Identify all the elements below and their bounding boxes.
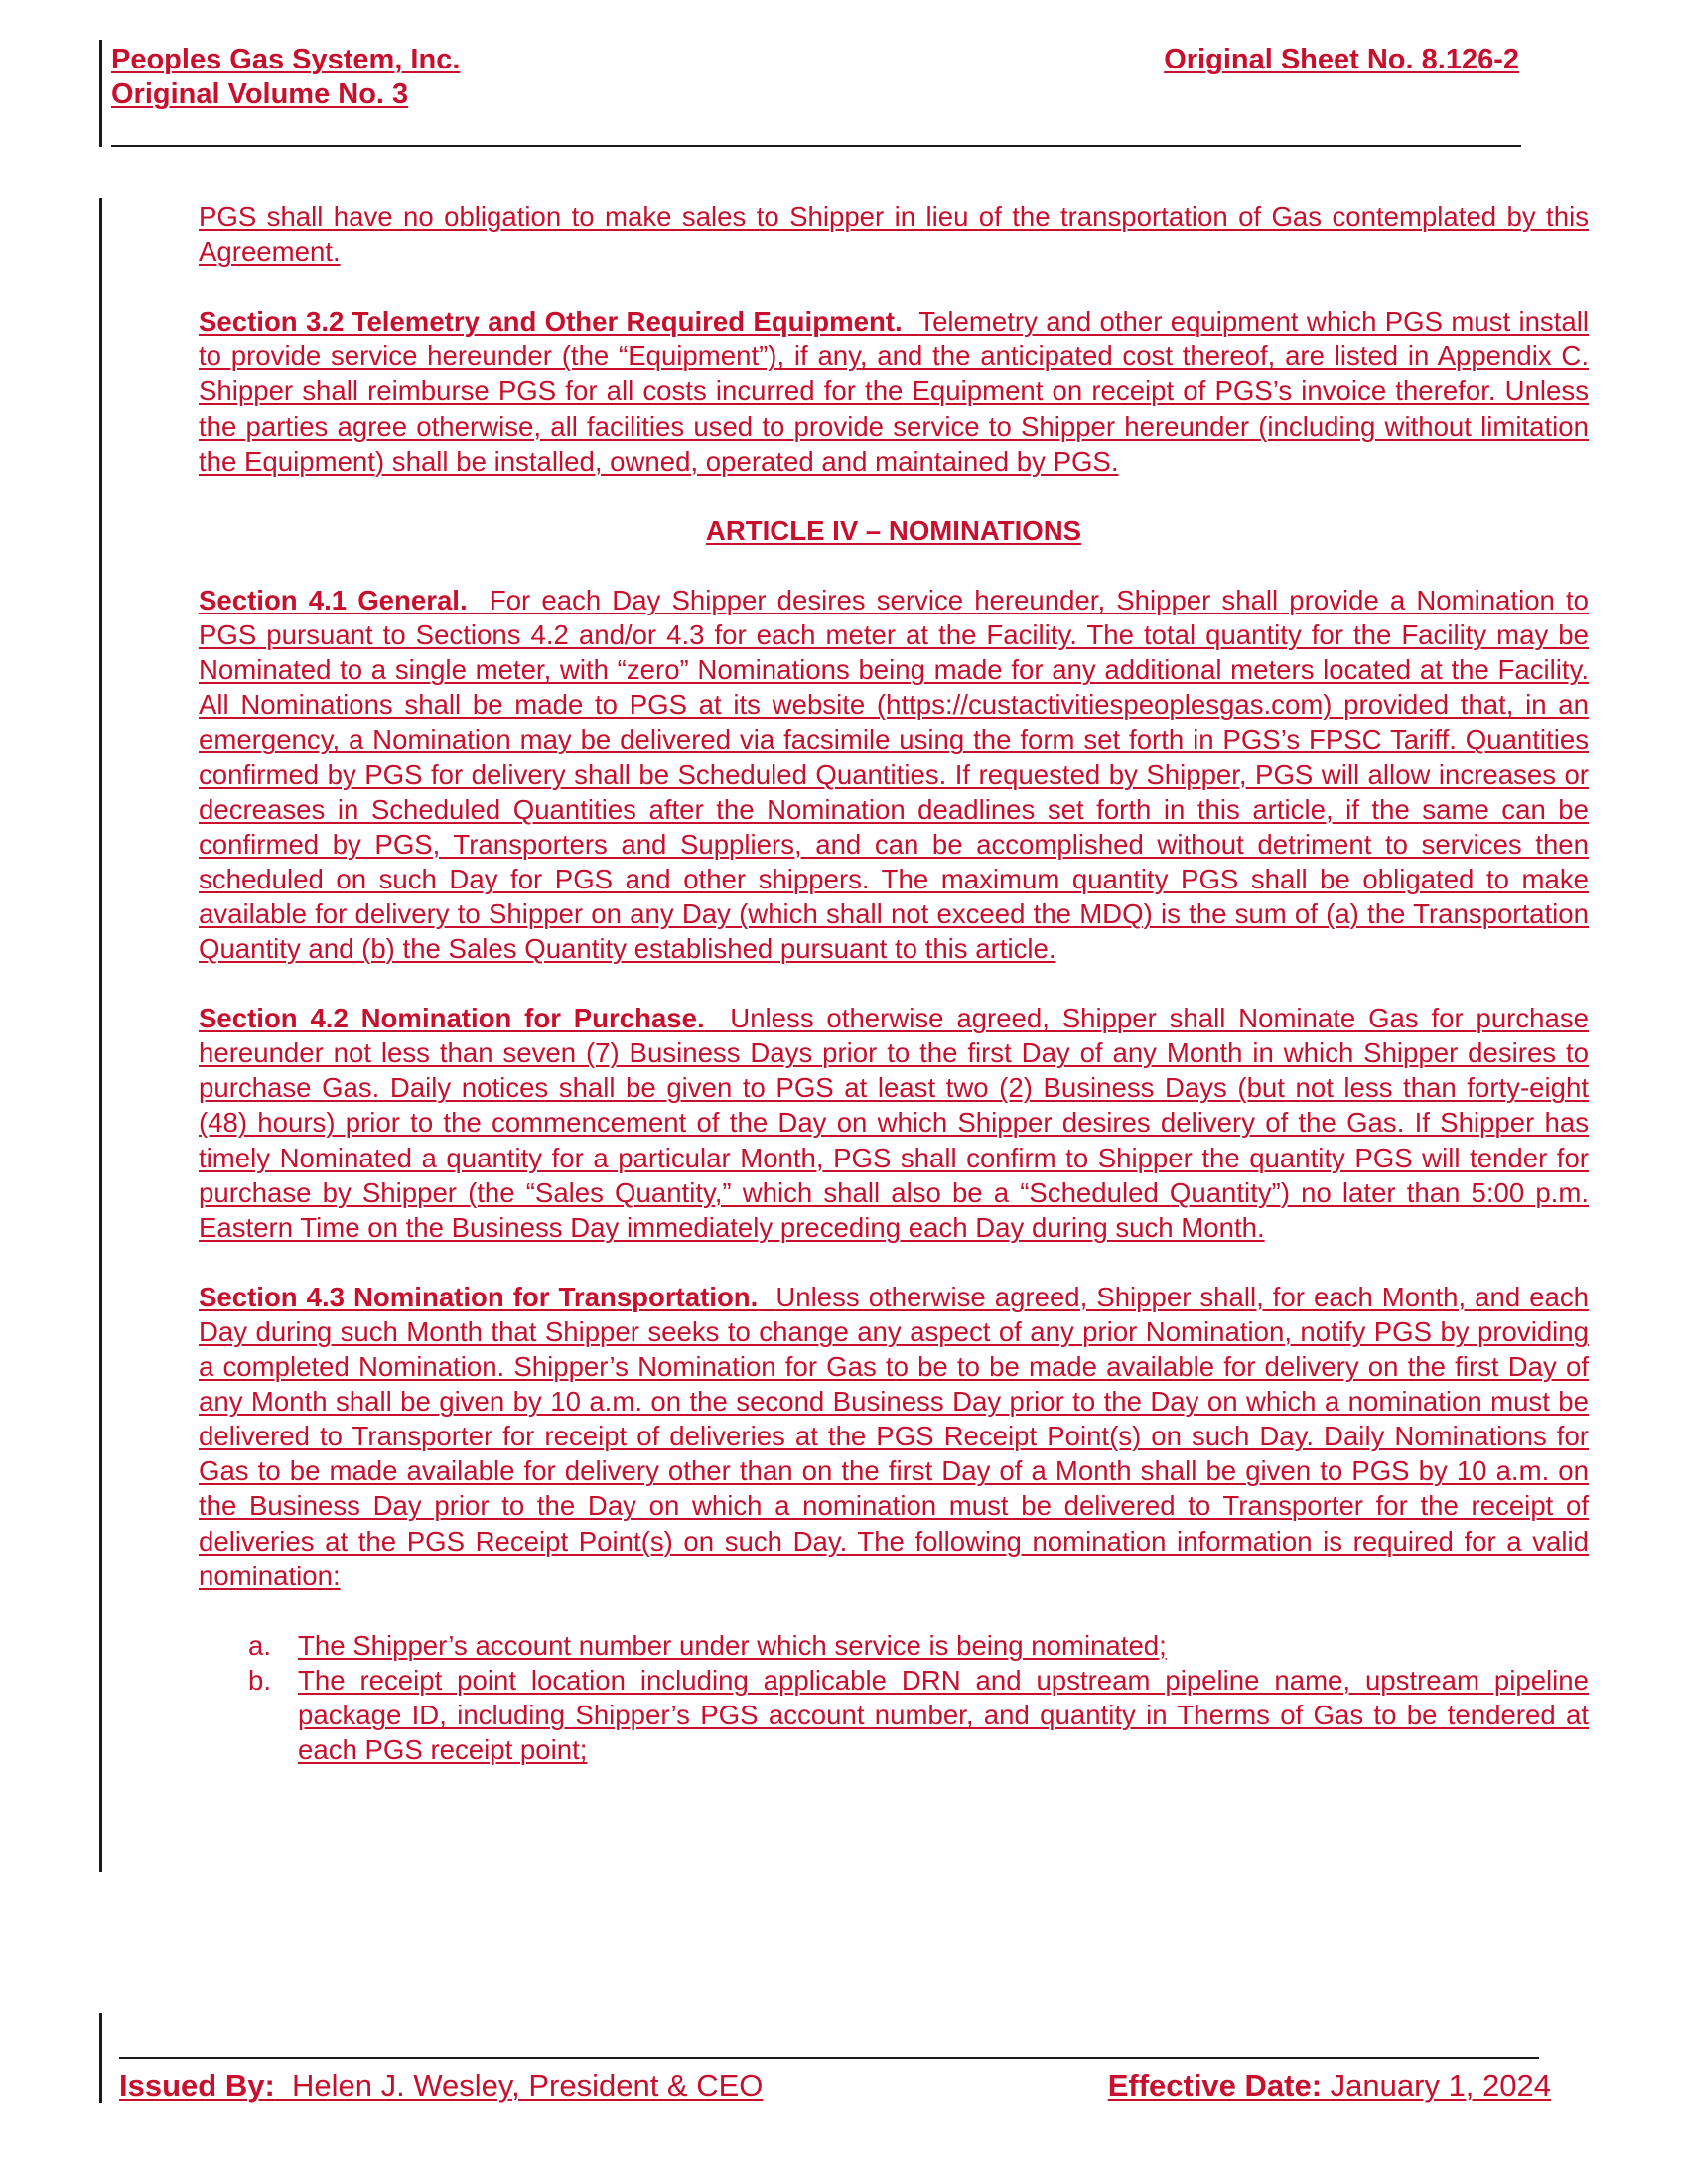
issued-by-label: Issued By: xyxy=(119,2068,275,2103)
list-item-text: The receipt point location including applicable DRN and upstream pipeline name, upstream pipeline package ID, including Shipper’s PGS account number, and quantity in Therms of Gas to be tendered at each PGS receipt point; xyxy=(298,1664,1589,1766)
volume-number: Original Volume No. 3 xyxy=(111,78,409,110)
section-4-3-title: Section 4.3 Nomination for Transportation. xyxy=(199,1281,759,1312)
list-item xyxy=(199,1663,1589,1767)
section-4-1 xyxy=(199,583,1589,966)
revision-bar-footer xyxy=(99,2013,102,2103)
section-3-2-title: Section 3.2 Telemetry and Other Required Equipment. xyxy=(199,306,903,338)
nomination-requirements-list xyxy=(199,1628,1589,1767)
section-4-1-text: For each Day Shipper desires service hereunder, Shipper shall provide a Nomination to PGS pursuant to Sections 4.2 and/or 4.3 for each meter at the Facility. The total quantity for the Facility may be Nominated to a single meter, with “zero” Nominations being made for any additional meters located at the Facility. All Nominations shall be made to PGS at its website (https://custactivitiespeoplesgas.com) provided that, in an emergency, a Nomination may be delivered via facsimile using the form set forth in PGS’s FPSC Tariff. Quantities confirmed by PGS for delivery shall be Scheduled Quantities. If requested by Shipper, PGS will allow increases or decreases in Scheduled Quantities after the Nomination deadlines set forth in this article, if the same can be confirmed by PGS, Transporters and Suppliers, and can be accomplished without detriment to services then scheduled on such Day for PGS and other shippers. The maximum quantity PGS shall be obligated to make available for delivery to Shipper on any Day (which shall not exceed the MDQ) is the sum of (a) the Transportation Quantity and (b) the Sales Quantity established pursuant to this article. xyxy=(199,585,1590,964)
header-divider xyxy=(111,145,1521,147)
intro-paragraph: PGS shall have no obligation to make sales to Shipper in lieu of the transportation of Gas contemplated by this Agreement. xyxy=(199,202,1589,268)
page-header xyxy=(111,44,1519,75)
sheet-number: Original Sheet No. 8.126-2 xyxy=(1164,44,1519,75)
section-4-3-text: Unless otherwise agreed, Shipper shall, for each Month, and each Day during such Month that Shipper seeks to change any aspect of any prior Nomination, notify PGS by providing a completed Nomination. Shipper’s Nomination for Gas to be to be made available for delivery on the first Day of any Month shall be given by 10 a.m. on the second Business Day prior to the Day on which a nomination must be delivered to Transporter for receipt of deliveries at the PGS Receipt Point(s) on such Day. Daily Nominations for Gas to be made available for delivery other than on the first Day of a Month shall be given to PGS by 10 a.m. on the Business Day prior to the Day on which a nomination must be delivered to Transporter for the receipt of deliveries at the PGS Receipt Point(s) on such Day. The following nomination information is required for a valid nomination: xyxy=(199,1281,1589,1591)
effective-date-value: January 1, 2024 xyxy=(1330,2068,1551,2103)
list-item xyxy=(199,1628,1589,1663)
effective-date xyxy=(1108,2068,1551,2104)
list-item-text: The Shipper’s account number under which service is being nominated; xyxy=(298,1629,1167,1661)
section-4-2-text: Unless otherwise agreed, Shipper shall Nominate Gas for purchase hereunder not less than seven (7) Business Days prior to the first Day of any Month in which Shipper desires to purchase Gas. Daily notices shall be given to PGS at least two (2) Business Days (but not less than forty-eight (48) hours) prior to the commencement of the Day on which Shipper desires delivery of the Gas. If Shipper has timely Nominated a quantity for a particular Month, PGS shall confirm to Shipper the quantity PGS will tender for purchase by Shipper (the “Sales Quantity,” which shall also be a “Scheduled Quantity”) no later than 5:00 p.m. Eastern Time on the Business Day immediately preceding each Day during such Month. xyxy=(199,1003,1589,1243)
footer-divider xyxy=(119,2057,1539,2059)
list-marker: b. xyxy=(248,1664,272,1696)
revision-bar-body xyxy=(99,198,102,1872)
effective-date-label: Effective Date: xyxy=(1107,2068,1323,2103)
revision-bar-header xyxy=(99,40,102,147)
section-4-1-title: Section 4.1 General. xyxy=(199,585,468,616)
section-4-2-title: Section 4.2 Nomination for Purchase. xyxy=(199,1003,705,1034)
issued-by xyxy=(119,2068,763,2104)
page-footer xyxy=(119,2068,1551,2104)
article-heading: ARTICLE IV – NOMINATIONS xyxy=(705,514,1082,546)
company-name: Peoples Gas System, Inc. xyxy=(111,44,461,75)
section-3-2-text: Telemetry and other equipment which PGS must install to provide service hereunder (the “Equipment”), if any, and the anticipated cost thereof, are listed in Appendix C. Shipper shall reimburse PGS for all costs incurred for the Equipment on receipt of PGS’s invoice therefor. Unless the parties agree otherwise, all facilities used to provide service to Shipper hereunder (including without limitation the Equipment) shall be installed, owned, operated and maintained by PGS. xyxy=(199,306,1589,477)
issued-by-name: Helen J. Wesley, President & CEO xyxy=(292,2068,764,2103)
tariff-body xyxy=(199,200,1589,1767)
section-3-2 xyxy=(199,304,1589,478)
section-4-2 xyxy=(199,1001,1589,1245)
list-marker: a. xyxy=(248,1629,272,1661)
section-4-3 xyxy=(199,1280,1589,1593)
